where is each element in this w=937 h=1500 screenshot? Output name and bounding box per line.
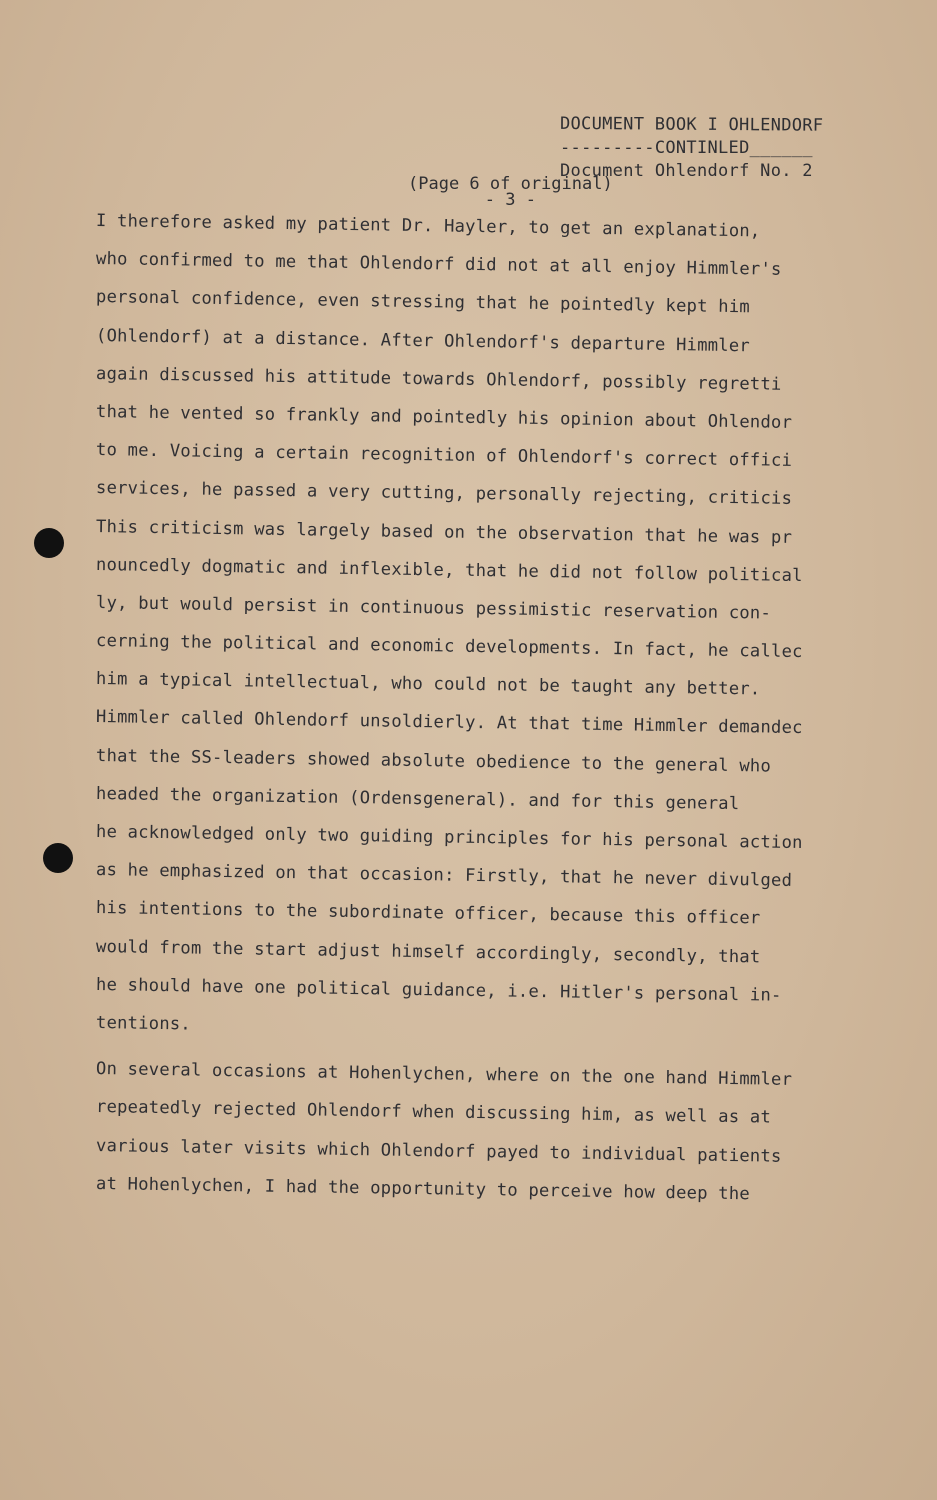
text-line: various later visits which Ohlendorf payed to individual patients xyxy=(95,1135,782,1167)
text-line: as he emphasized on that occasion: Firstly, that he never divulged xyxy=(95,860,793,892)
text-line: services, he passed a very cutting, personally rejecting, criticis xyxy=(95,478,793,510)
text-line: that the SS-leaders showed absolute obedience to the general who xyxy=(95,745,772,777)
text-line: headed the organization (Ordensgeneral). and for this general xyxy=(95,783,740,814)
document-header xyxy=(560,114,880,183)
text-line: who confirmed to me that Ohlendorf did not at all enjoy Himmler's xyxy=(95,249,782,280)
text-line: him a typical intellectual, who could not be taught any better. xyxy=(95,669,761,700)
text-line: he should have one political guidance, i.e. Hitler's personal in- xyxy=(95,974,782,1006)
text-line: would from the start adjust himself accordingly, secondly, that xyxy=(95,936,761,967)
text-line: This criticism was largely based on the observation that he was pr xyxy=(95,516,793,548)
text-line: his intentions to the subordinate officer, because this officer xyxy=(95,898,761,929)
document-body xyxy=(96,202,896,1203)
header-title: DOCUMENT BOOK I OHLENDORF xyxy=(559,113,824,136)
header-document-number: Document Ohlendorf No. 2 xyxy=(560,161,813,181)
text-line: Himmler called Ohlendorf unsoldierly. At that time Himmler demandec xyxy=(95,707,803,739)
text-line: again discussed his attitude towards Ohlendorf, possibly regretti xyxy=(95,363,782,395)
page-number: - 3 - xyxy=(484,190,536,210)
text-line: repeatedly rejected Ohlendorf when discussing him, as well as at xyxy=(95,1097,772,1128)
text-line: that he vented so frankly and pointedly his opinion about Ohlendor xyxy=(95,401,793,433)
punch-hole-upper xyxy=(34,528,64,558)
text-line: ly, but would persist in continuous pessimistic reservation con- xyxy=(95,592,772,624)
text-line: personal confidence, even stressing that he pointedly kept him xyxy=(95,287,751,318)
text-line: he acknowledged only two guiding principles for his personal action xyxy=(95,822,803,854)
text-line: I therefore asked my patient Dr. Hayler, to get an explanation, xyxy=(95,211,761,242)
text-line: tentions. xyxy=(95,1012,192,1035)
text-line: (Ohlendorf) at a distance. After Ohlendorf's departure Himmler xyxy=(95,325,751,356)
original-page-label: (Page 6 of original) xyxy=(408,174,613,194)
text-line: On several occasions at Hohenlychen, where on the one hand Himmler xyxy=(95,1059,793,1091)
punch-hole-lower xyxy=(43,843,73,873)
text-line: to me. Voicing a certain recognition of Ohlendorf's correct offici xyxy=(95,440,793,472)
text-line: cerning the political and economic developments. In fact, he callec xyxy=(95,631,803,663)
text-line: at Hohenlychen, I had the opportunity to perceive how deep the xyxy=(95,1173,751,1204)
text-line: nouncedly dogmatic and inflexible, that he did not follow political xyxy=(95,554,803,586)
header-continued: ---------CONTINLED______ xyxy=(560,138,813,158)
